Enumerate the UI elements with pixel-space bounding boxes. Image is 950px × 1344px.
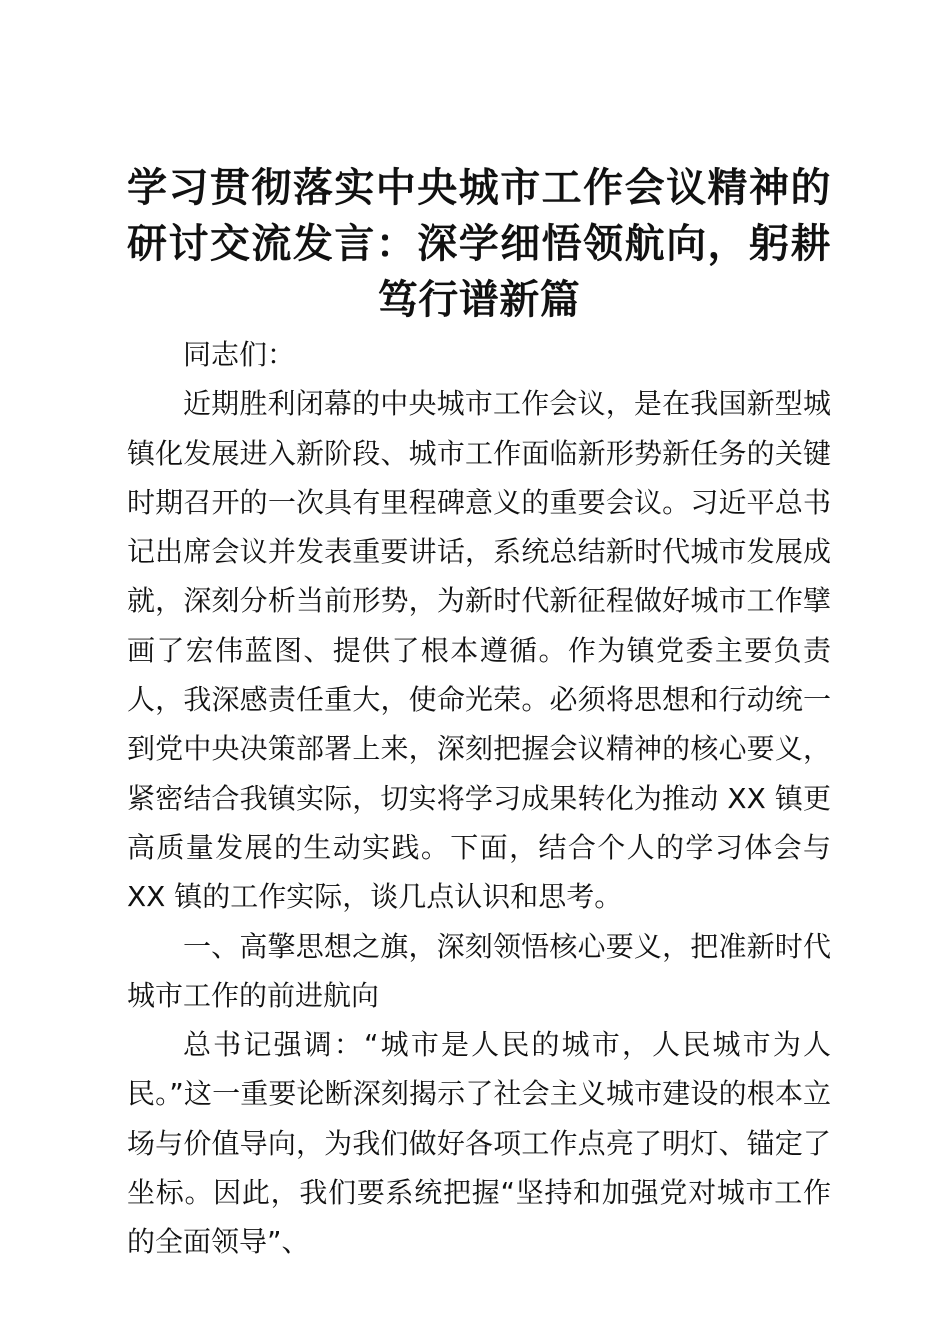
- salutation: 同志们：: [183, 338, 296, 371]
- section-heading-1: 一、高擎思想之旗，深刻领悟核心要义，把准新时代城市工作的前进航向: [127, 929, 831, 1012]
- paragraph-intro: 近期胜利闭幕的中央城市工作会议，是在我国新型城镇化发展进入新阶段、城市工作面临新形势新任务的关键时期召开的一次具有里程碑意义的重要会议。习近平总书记出席会议并发表重要讲话，系统总结新时代城市发展成就，深刻分析当前形势，为新时代新征程做好城市工作擘画了宏伟蓝图、提供了根本遵循。作为镇党委主要负责人，我深感责任重大，使命光荣。必须将思想和行动统一到党中央决策部署上来，深刻把握会议精神的核心要义，紧密结合我镇实际，切实将学习成果转化为推动 XX 镇更高质量发展的生动实践。下面，结合个人的学习体会与 XX 镇的工作实际，谈几点认识和思考。: [127, 387, 831, 914]
- paragraph-section-1: 总书记强调：“城市是人民的城市，人民城市为人民。”这一重要论断深刻揭示了社会主义城市建设的根本立场与价值导向，为我们做好各项工作点亮了明灯、锚定了坐标。因此，我们要系统把握“坚持和加强党对城市工作的全面领导”、: [127, 1028, 831, 1259]
- document-title: 学习贯彻落实中央城市工作会议精神的研讨交流发言：深学细悟领航向，躬耕笃行谱新篇: [127, 164, 831, 323]
- document-page: [127, 160, 831, 1267]
